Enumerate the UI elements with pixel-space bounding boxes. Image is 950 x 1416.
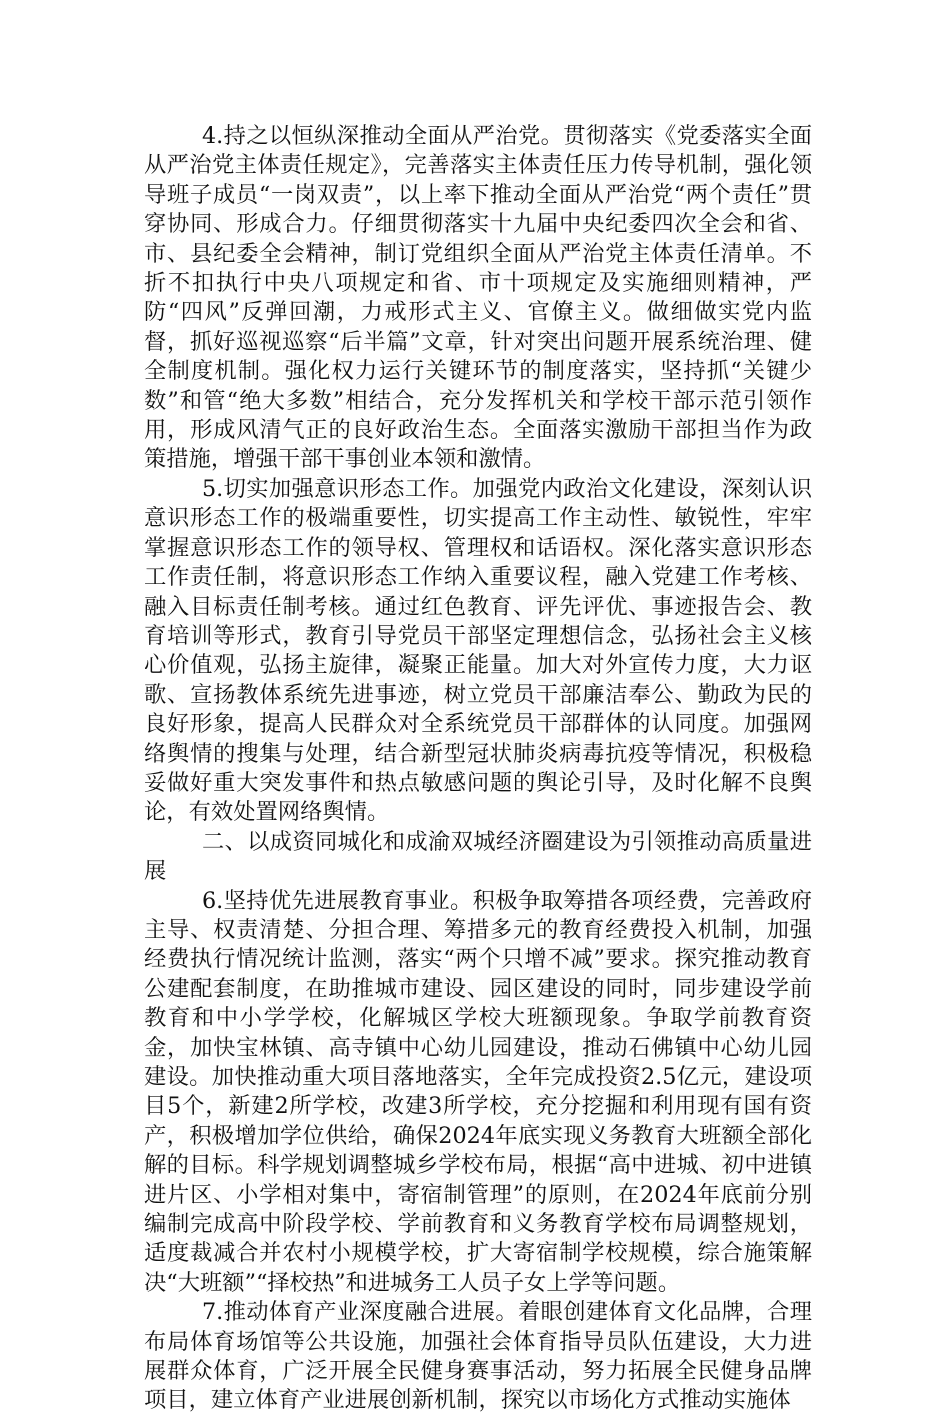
paragraph-4-party-governance: 4.持之以恒纵深推动全面从严治党。贯彻落实《党委落实全面从严治党主体责任规定》，完善落实主体责任压力传导机制，强化领导班子成员“一岗双责”，以上率下推动全面从严治党“两个责任”贯穿协同、形成合力。仔细贯彻落实十九届中央纪委四次全会和省、市、县纪委全会精神，制订党组织全面从严治党主体责任清单。不折不扣执行中央八项规定和省、市十项规定及实施细则精神，严防“四风”反弹回潮，力戒形式主义、官僚主义。做细做实党内监督，抓好巡视巡察“后半篇”文章，针对突出问题开展系统治理、健全制度机制。强化权力运行关键环节的制度落实，坚持抓“关键少数”和管“绝大多数”相结合，充分发挥机关和学校干部示范引领作用，形成风清气正的良好政治生态。全面落实激励干部担当作为政策措施，增强干部干事创业本领和激情。 xyxy=(144,123,812,473)
paragraph-5-ideology-work: 5.切实加强意识形态工作。加强党内政治文化建设，深刻认识意识形态工作的极端重要性，切实提高工作主动性、敏锐性，牢牢掌握意识形态工作的领导权、管理权和话语权。深化落实意识形态工作责任制，将意识形态工作纳入重要议程，融入党建工作考核、融入目标责任制考核。通过红色教育、评先评优、事迹报告会、教育培训等形式，教育引导党员干部坚定理想信念，弘扬社会主义核心价值观，弘扬主旋律，凝聚正能量。加大对外宣传力度，大力讴歌、宣扬教体系统先进事迹，树立党员干部廉洁奉公、勤政为民的良好形象，提高人民群众对全系统党员干部群体的认同度。加强网络舆情的搜集与处理，结合新型冠状肺炎病毒抗疫等情况，积极稳妥做好重大突发事件和热点敏感问题的舆论引导，及时化解不良舆论，有效处置网络舆情。 xyxy=(144,475,812,826)
paragraph-6-education-priority: 6.坚持优先进展教育事业。积极争取筹措各项经费，完善政府主导、权责清楚、分担合理、筹措多元的教育经费投入机制，加强经费执行情况统计监测，落实“两个只增不减”要求。探究推动教育公建配套制度，在助推城市建设、园区建设的同时，同步建设学前教育和中小学学校，化解城区学校大班额现象。争取学前教育资金，加快宝林镇、高寺镇中心幼儿园建设，推动石佛镇中心幼儿园建设。加快推动重大项目落地落实，全年完成投资2.5亿元，建设项目5个，新建2所学校，改建3所学校，充分挖掘和利用现有国有资产，积极增加学位供给，确保2024年底实现义务教育大班额全部化解的目标。科学规划调整城乡学校布局，根据“高中进城、初中进镇进片区、小学相对集中，寄宿制管理”的原则，在2024年底前分别编制完成高中阶段学校、学前教育和义务教育学校布局调整规划，适度裁减合并农村小规模学校，扩大寄宿制学校规模，综合施策解决“大班额”“择校热”和进城务工人员子女上学等问题。 xyxy=(144,887,812,1296)
paragraph-7-sports-industry: 7.推动体育产业深度融合进展。着眼创建体育文化品牌，合理布局体育场馆等公共设施，加强社会体育指导员队伍建设，大力进展群众体育，广泛开展全民健身赛事活动，努力拓展全民健身品牌项目，建立体育产业进展创新机制，探究以市场化方式推动实施体 xyxy=(144,1299,812,1414)
document-body xyxy=(144,122,812,1416)
section-heading-2: 二、以成资同城化和成渝双城经济圈建设为引领推动高质量进展 xyxy=(144,828,812,885)
